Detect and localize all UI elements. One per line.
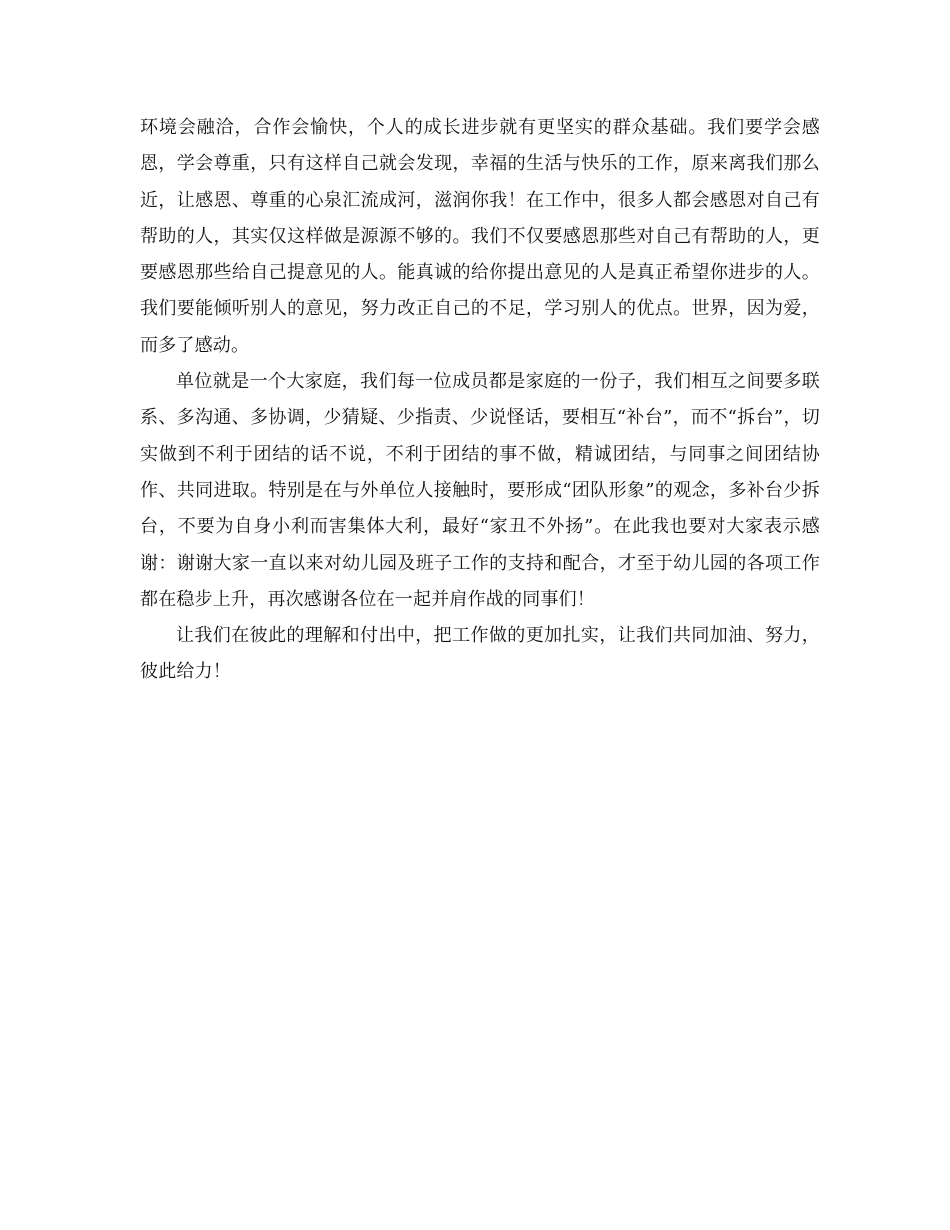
paragraph-3: 让我们在彼此的理解和付出中，把工作做的更加扎实，让我们共同加油、努力，彼此给力！ — [140, 625, 820, 683]
paragraph-2: 单位就是一个大家庭，我们每一位成员都是家庭的一份子，我们相互之间要多联系、多沟通、多协调，少猜疑、少指责、少说怪话，要相互“补台”，而不“拆台”，切实做到不利于团结的话不说，不利于团结的事不做，精诚团结，与同事之间团结协作、共同进取。特别是在与外单位人接触时，要形成“团队形象”的观念，多补台少拆台，不要为自身小利而害集体大利，最好“家丑不外扬”。在此我也要对大家表示感谢：谢谢大家一直以来对幼儿园及班子工作的支持和配合，才至于幼儿园的各项工作都在稳步上升，再次感谢各位在一起并肩作战的同事们！ — [140, 371, 820, 610]
document-body — [140, 110, 820, 691]
paragraph-1: 环境会融洽，合作会愉快，个人的成长进步就有更坚实的群众基础。我们要学会感恩，学会尊重，只有这样自己就会发现，幸福的生活与快乐的工作，原来离我们那么近，让感恩、尊重的心泉汇流成河，滋润你我！在工作中，很多人都会感恩对自己有帮助的人，其实仅这样做是源源不够的。我们不仅要感恩那些对自己有帮助的人，更要感恩那些给自己提意见的人。能真诚的给你提出意见的人是真正希望你进步的人。我们要能倾听别人的意见，努力改正自己的不足，学习别人的优点。世界，因为爱，而多了感动。 — [140, 117, 820, 356]
